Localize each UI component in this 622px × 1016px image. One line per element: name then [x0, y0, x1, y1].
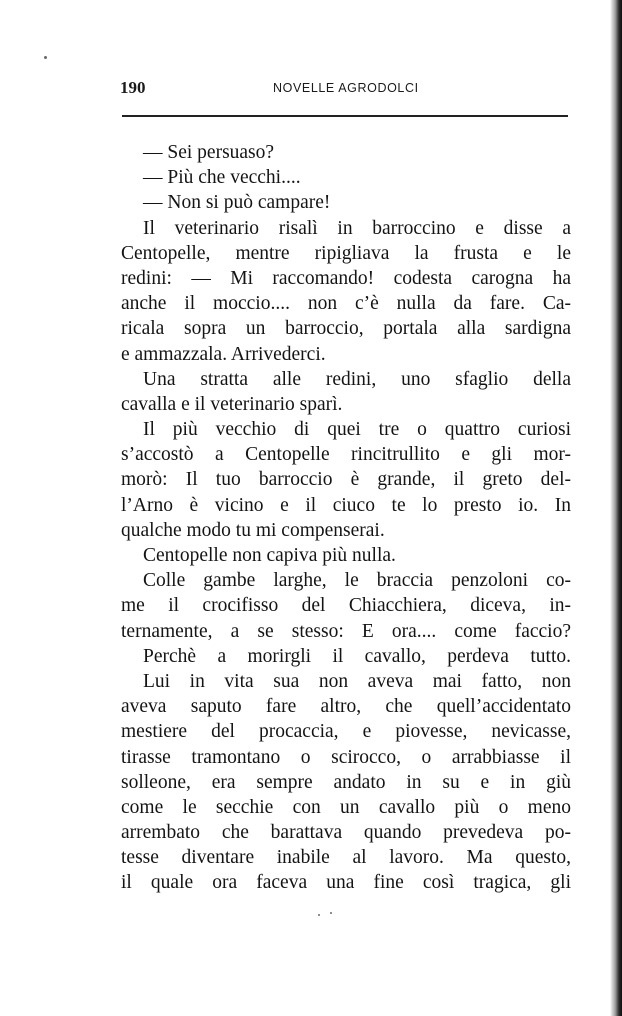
running-title: NOVELLE AGRODOLCI [273, 81, 419, 95]
text-line: mestiere del procaccia, e piovesse, nevicasse, [121, 721, 571, 743]
text-line: solleone, era sempre andato in su e in giù [121, 771, 571, 793]
text-line: e ammazzala. Arrivederci. [121, 343, 326, 365]
paper-speck [318, 914, 320, 916]
text-line: tirasse tramontano o scirocco, o arrabbiasse il [121, 746, 571, 768]
paper-speck [330, 912, 332, 914]
text-line: arrembato che barattava quando prevedeva po- [121, 822, 571, 844]
text-line: Centopelle, mentre ripigliava la frusta e le [121, 242, 571, 264]
page-edge-shadow [610, 0, 622, 1016]
text-line: s’accostò a Centopelle rincitrullito e gli mor- [121, 444, 571, 466]
text-line: Il veterinario risalì in barroccino e disse a [143, 217, 571, 239]
text-line: anche il moccio.... non c’è nulla da fare. Ca- [121, 293, 571, 315]
text-line: l’Arno è vicino e il ciuco te lo presto io. In [121, 494, 571, 516]
text-line: tesse diventare inabile al lavoro. Ma questo, [121, 847, 571, 869]
text-line: — Non si può campare! [143, 192, 331, 214]
text-line: qualche modo tu mi compenserai. [121, 519, 385, 541]
text-line: Centopelle non capiva più nulla. [143, 545, 396, 566]
text-line: ternamente, a se stesso: E ora.... come faccio? [121, 620, 571, 642]
text-line: Colle gambe larghe, le braccia penzoloni co- [143, 570, 571, 592]
text-line: Perchè a morirgli il cavallo, perdeva tutto. [143, 645, 571, 667]
text-line: Lui in vita sua non aveva mai fatto, non [143, 670, 571, 692]
text-line: Il più vecchio di quei tre o quattro curiosi [143, 419, 571, 441]
page-header [120, 78, 570, 100]
text-line: ricala sopra un barroccio, portala alla sardigna [121, 318, 571, 340]
body-text [121, 140, 571, 896]
text-line: — Più che vecchi.... [143, 167, 301, 189]
text-line: me il crocifisso del Chiacchiera, diceva, in- [121, 595, 571, 617]
text-line: morò: Il tuo barroccio è grande, il greto del- [121, 469, 571, 491]
page-number: 190 [120, 78, 146, 97]
text-line: come le secchie con un cavallo più o meno [121, 796, 571, 818]
text-line: cavalla e il veterinario sparì. [121, 393, 343, 415]
text-line: redini: — Mi raccomando! codesta carogna ha [121, 267, 571, 289]
text-line: aveva saputo fare altro, che quell’accidentato [121, 696, 571, 718]
paper-speck [44, 56, 47, 59]
text-line: Una stratta alle redini, uno sfaglio della [143, 368, 571, 390]
text-line: — Sei persuaso? [143, 142, 275, 163]
text-line: il quale ora faceva una fine così tragica, gli [121, 872, 571, 894]
header-rule [122, 115, 568, 117]
